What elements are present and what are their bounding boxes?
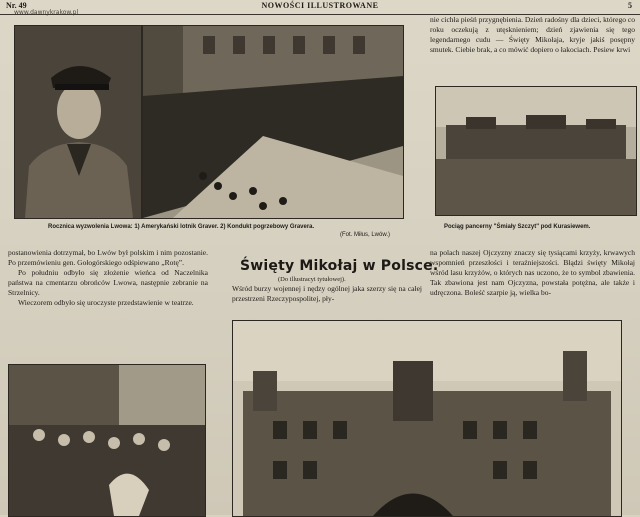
newspaper-title: NOWOŚCI ILLUSTROWANE <box>261 1 379 10</box>
paragraph-1: postanowienia dotrzymał, bo Lwów był polskim i nim pozostanie. Po przemówieniu gen. Gołogórskiego odśpiewano „Rotę”. <box>8 248 208 267</box>
page-number: 5 <box>628 1 632 10</box>
paragraph-3: Wieczorem odbyło się uroczyste przedstawienie w teatrze. <box>18 298 194 307</box>
column-right-top: nie cichła pieśń przygnębienia. Dzień radośny dla dzieci, którego co roku oczekują z utęsknieniem; dzień zjawienia się tego legendarnego cudu — Święty Mikołaja, kryje jakiś posępny smutek. Ciebie brak, a co mówić dopiero o łakociach. Pesiew krwi <box>430 15 635 54</box>
page-header <box>0 0 640 15</box>
caption-lwow-credit: (Fot. Miłus, Lwów.) <box>340 232 391 238</box>
armoured-train-photo <box>435 86 637 216</box>
column-right-lower: na polach naszej Ojczyzny znaczy się tysiącami krzyży, krwawych wspomnień przeszłości i teraźniejszości. Błądzi święty Mikołaj wśród lasu krzyżów, o których nas uczono, że to symbol zbawienia. Tak zbawiona jest nam Ojczyzna, powstała potężna, ale także i udręczona. Boleść szarpie ją, wielka bo- <box>430 248 635 297</box>
caption-lwow: Rocznica wyzwolenia Lwowa: 1) Amerykański lotnik Graver. 2) Kondukt pogrzebowy Gravera. <box>48 224 315 230</box>
paragraph-2: Po południu odbyło się złożenie wieńca od Naczelnika państwa na cmentarzu obrońców Lwowa, następnie zebranie na Strzelnicy. <box>8 268 208 297</box>
article-subtitle: (Do illustracyi tytułowej). <box>278 276 346 283</box>
soldiers-group-photo <box>8 364 206 517</box>
issue-number: Nr. 49 <box>6 1 27 10</box>
article-title: Święty Mikołaj w Polsce. <box>240 258 439 274</box>
article-body: Wśród burzy wojennej i nędzy ogólnej jaka szerzy się na całej przestrzeni Rzeczypospolitej, pły- <box>232 284 422 303</box>
caption-train: Pociąg pancerny "Śmiały Szczyt" pod Kurasiewem. <box>444 224 591 230</box>
castle-photo <box>232 320 622 517</box>
column-left-lower <box>8 248 208 308</box>
portrait-photo <box>14 25 142 219</box>
watermark: www.dawnykrakow.pl <box>14 9 79 16</box>
procession-photo <box>142 25 404 219</box>
